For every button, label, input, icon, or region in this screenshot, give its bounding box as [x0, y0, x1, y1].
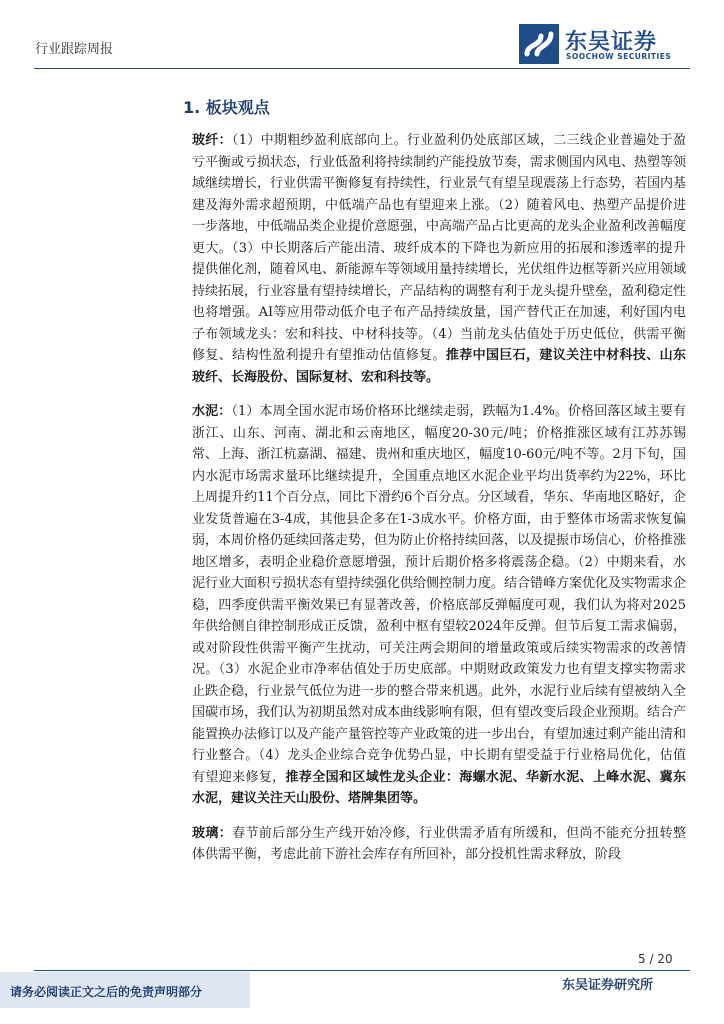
- paragraph-recommendation: 推荐中国巨石，建议关注中材科技、山东玻纤、长海股份、国际复材、宏和科技等。: [192, 348, 686, 385]
- paragraph-text: （1）本周全国水泥市场价格环比继续走弱，跌幅为1.4%。价格回落区域主要有浙江、山东、河南、湖北和云南地区，幅度20-30元/吨；价格推涨区域有江苏苏锡常、上海、浙江杭嘉湖、福建、贵州和重庆地区，幅度10-60元/吨不等。2月下旬，国内水泥市场需求量环比继续提升，全国重点地区水泥企业平均出货率约为22%，环比上周提升约11个百分点，同比下滑约6个百分点。分区域看，华东、华南地区略好，企业发货普遍在3-4成，其他县企多在1-3成水平。价格方面，由于整体市场需求恢复偏弱，本周价格仍延续回落走势，但为防止价格持续回落，以及提振市场信心，价格推涨地区增多，表明企业稳价意愿增强，预计后期价格多将震荡企稳。（2）中期来看，水泥行业大面积亏损状态有望持续强化供给侧控制力度。结合错峰方案优化及实物需求企稳，四季度供需平衡效果已有显著改善，价格底部反弹幅度可观，我们认为将对2025年供给侧自律控制形成正反馈，盈利中枢有望较2024年反弹。但节后复工需求偏弱，或对阶段性供需平衡产生扰动，可关注两会期间的增量政策或后续实物需求的改善情况。（3）水泥企业市净率估值处于历史底部。中期财政政策发力也有望支撑实物需求止跌企稳，行业景气低位为进一步的整合带来机遇。此外，水泥行业后续有望被纳入全国碳市场，我们认为初期虽然对成本曲线影响有限，但有望改变后段企业预期。结合产能置换办法修订以及产能产量管控等产业政策的进一步出台，有望加速过剩产能出清和行业整合。（4）龙头企业综合竞争优势凸显，中长期有望受益于行业格局优化，估值有望迎来修复，: [192, 404, 687, 785]
- section-title: 1. 板块观点: [183, 98, 270, 117]
- paragraph-text: 春节前后部分生产线开始冷修，行业供需矛盾有所缓和，但尚不能充分扭转整体供需平衡，考虑此前下游社会库存有所回补，部分投机性需求释放，阶段: [192, 825, 686, 862]
- brand-name-cn: 东吴证券: [565, 30, 658, 55]
- paragraph-cement: [192, 401, 686, 810]
- report-type-label: 行业跟踪周报: [35, 42, 114, 57]
- article-body: [192, 130, 686, 879]
- paragraph-lead: 玻纤：: [192, 133, 232, 148]
- page-number: 5 / 20: [638, 952, 673, 966]
- paragraph-glass-fiber: [192, 130, 686, 388]
- paragraph-recommendation: 推荐全国和区域性龙头企业：海螺水泥、华新水泥、上峰水泥、冀东水泥，建议关注天山股份、塔牌集团等。: [192, 769, 686, 806]
- footer-divider: [34, 970, 690, 971]
- header-divider: [34, 68, 690, 69]
- paragraph-glass: [192, 823, 686, 866]
- paragraph-lead: 玻璃：: [192, 825, 233, 841]
- brand-name-en: SOOCHOW SECURITIES: [566, 52, 672, 61]
- disclaimer-note: 请务必阅读正文之后的免责声明部分: [10, 985, 203, 999]
- institute-name: 东吴证券研究所: [562, 978, 654, 993]
- paragraph-text: （1）中期粗纱盈利底部向上。行业盈利仍处底部区域，二三线企业普遍处于盈亏平衡或亏损状态，行业低盈利将持续制约产能投放节奏，需求侧国内风电、热塑等领域继续增长，行业供需平衡修复有持续性，行业景气有望呈现震荡上行态势，若国内基建及海外需求超预期，中低端产品也有望迎来上涨。（2）随着风电、热塑产品提价进一步落地，中低端品类企业提价意愿强，中高端产品占比更高的龙头企业盈利改善幅度更大。（3）中长期落后产能出清、玻纤成本的下降也为新应用的拓展和渗透率的提升提供催化剂，随着风电、新能源车等领域用量持续增长，光伏组件边框等新兴应用领域持续拓展，行业容量有望持续增长，产品结构的调整有利于龙头提升壁垒，盈利稳定性也将增强。AI等应用带动低介电子布产品持续放量，国产替代正在加速，利好国内电子布领域龙头：宏和科技、中材科技等。（4）当前龙头估值处于历史低位，供需平衡修复、结构性盈利提升有望推动估值修复。: [192, 133, 687, 363]
- paragraph-lead: 水泥：: [192, 404, 232, 419]
- soochow-logo-icon: [519, 24, 559, 64]
- brand-logo: [519, 24, 689, 64]
